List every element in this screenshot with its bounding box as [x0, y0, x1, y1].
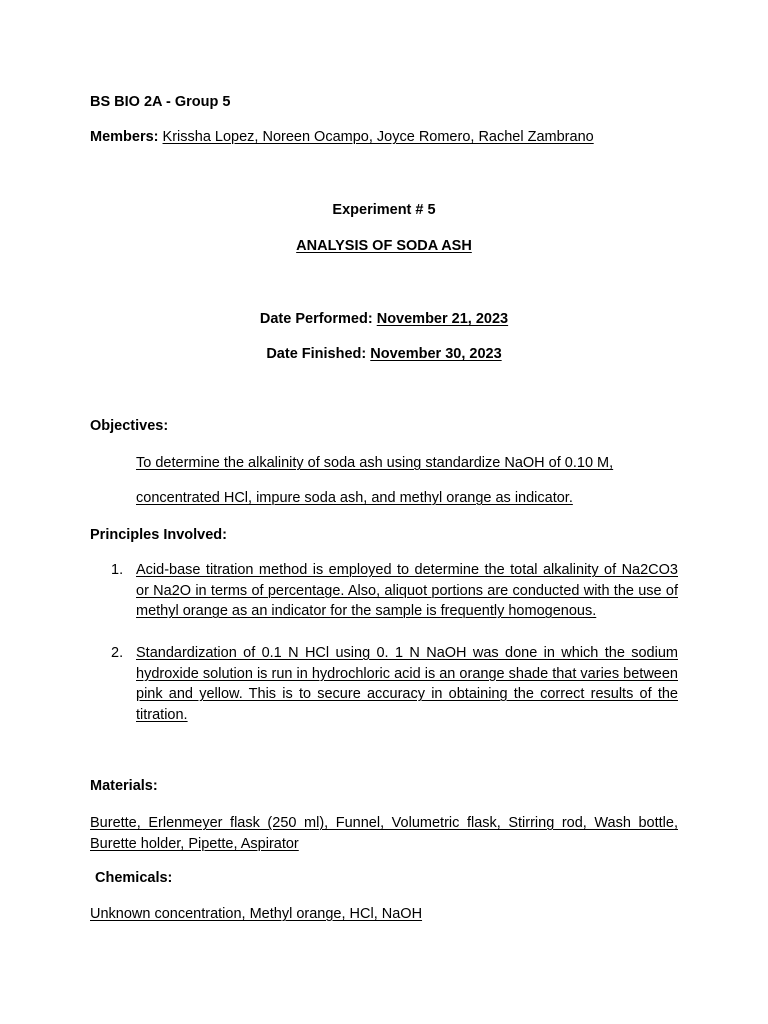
experiment-title: ANALYSIS OF SODA ASH: [296, 238, 472, 254]
members-line: [90, 128, 594, 146]
principle-text-1: Acid-base titration method is employed to determine the total alkalinity of Na2CO3 or Na2O in terms of percentage. Also, aliquot portions are conducted with the use of methyl orange as an indicator for the sample is frequently homogenous.: [136, 562, 678, 619]
members-value: Krissha Lopez, Noreen Ocampo, Joyce Romero, Rachel Zambrano: [162, 129, 594, 145]
principle-number-1: 1.: [111, 562, 124, 578]
chemicals-text: Unknown concentration, Methyl orange, HCl, NaOH: [90, 906, 423, 922]
principle-text-2: Standardization of 0.1 N HCl using 0. 1 N NaOH was done in which the sodium hydroxide solution is run in hydrochloric acid is an orange shade that varies between pink and yellow. This is to secure accuracy in obtaining the correct results of the titration.: [136, 645, 678, 723]
objectives-line-2: concentrated HCl, impure soda ash, and methyl orange as indicator.: [136, 490, 573, 506]
objectives-line-1: To determine the alkalinity of soda ash using standardize NaOH of 0.10 M,: [136, 455, 614, 471]
date-performed-value: November 21, 2023: [376, 311, 509, 327]
members-label: Members:: [90, 129, 159, 145]
experiment-number: Experiment # 5: [332, 202, 436, 218]
chemicals-heading: Chemicals:: [95, 870, 173, 886]
principle-item-1: [136, 560, 678, 622]
materials-heading: Materials:: [90, 778, 158, 794]
date-performed-label: Date Performed:: [259, 311, 373, 327]
class-group-heading: BS BIO 2A - Group 5: [90, 94, 231, 110]
date-performed-line: [0, 310, 768, 328]
principles-heading: Principles Involved:: [90, 527, 227, 543]
principle-number-2: 2.: [111, 645, 124, 661]
principle-item-2: [136, 643, 678, 725]
objectives-heading: Objectives:: [90, 418, 169, 434]
materials-text: Burette, Erlenmeyer flask (250 ml), Funnel, Volumetric flask, Stirring rod, Wash bottle, Burette holder, Pipette, Aspirator: [90, 815, 678, 852]
materials-block: [90, 813, 678, 854]
date-finished-label: Date Finished:: [266, 346, 367, 362]
experiment-title-wrap: [0, 237, 768, 255]
date-finished-line: [0, 345, 768, 363]
date-finished-value: November 30, 2023: [370, 346, 502, 362]
